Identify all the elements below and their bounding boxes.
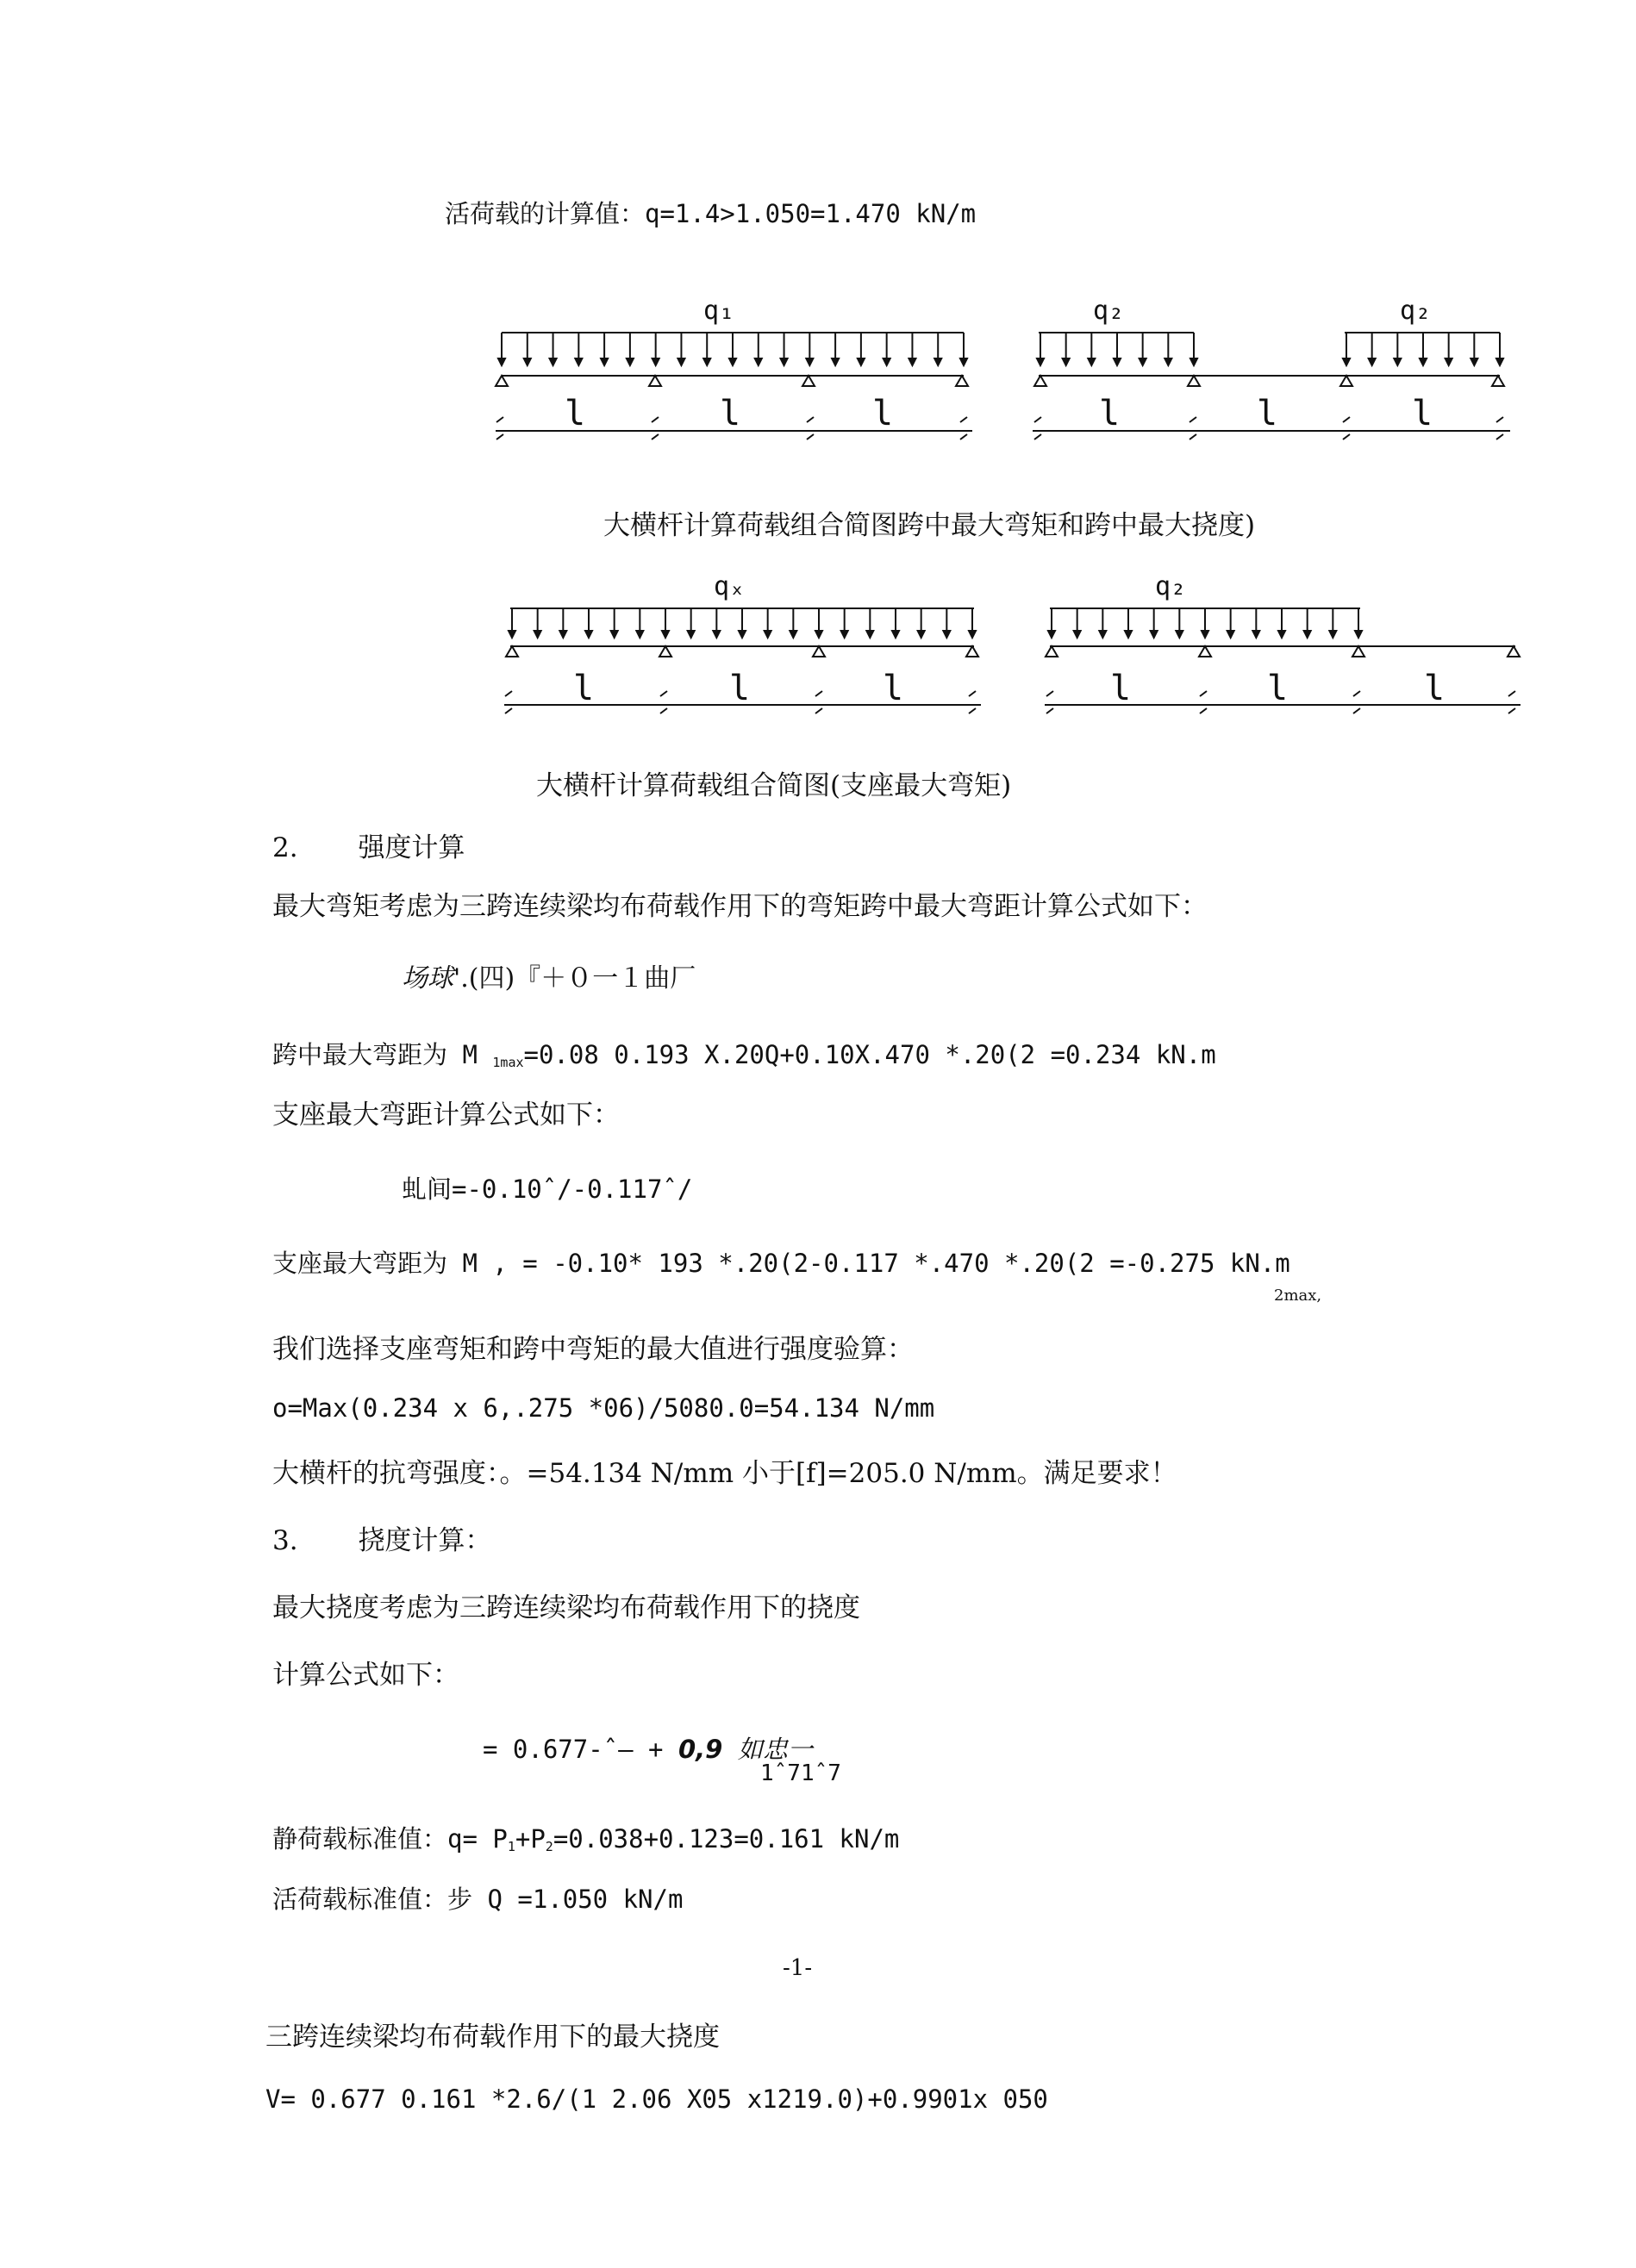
load-arrowhead [498, 358, 505, 365]
load-arrowhead [969, 631, 976, 638]
load-arrowhead [611, 631, 618, 638]
load-arrowhead [1151, 631, 1158, 638]
load-arrowhead [1125, 631, 1132, 638]
load-arrowhead [1114, 358, 1121, 365]
load-arrowhead [636, 631, 643, 638]
span-label: l [872, 394, 894, 433]
load-arrowhead [1252, 631, 1259, 638]
diagram-2-label-a: q₂ [1093, 296, 1125, 326]
support-moment-subscript: 2max, [1274, 1287, 1322, 1305]
load-arrowhead [858, 358, 865, 365]
load-arrowhead [918, 631, 925, 638]
section-number: 3. [272, 1525, 298, 1556]
load-arrowhead [585, 631, 592, 638]
load-arrows-1 [498, 333, 967, 365]
load-arrowhead [1074, 631, 1081, 638]
section-3-heading [272, 1525, 491, 1556]
diagram-4-label: q₂ [1155, 571, 1187, 601]
load-arrowhead [524, 358, 531, 365]
paragraph: 计算公式如下： [272, 1660, 459, 1691]
load-arrowhead [1420, 358, 1427, 365]
load-arrowhead [1037, 358, 1044, 365]
load-arrowhead [841, 631, 848, 638]
load-arrowhead [1140, 358, 1146, 365]
diagram-1-label: q₁ [703, 296, 735, 326]
load-arrowhead [1446, 358, 1452, 365]
load-arrowhead [790, 631, 796, 638]
load-arrowhead [1099, 631, 1106, 638]
load-arrowhead [1343, 358, 1350, 365]
load-arrowhead [1471, 358, 1477, 365]
live-load-std: 活荷载标准值：步 Q =1.050 kN/m [272, 1885, 684, 1914]
span-label: l [1099, 394, 1121, 433]
load-arrowhead [1304, 631, 1311, 638]
load-arrowhead [1369, 358, 1376, 365]
load-arrowhead [765, 631, 771, 638]
load-arrowhead [815, 631, 822, 638]
load-arrowhead [1165, 358, 1171, 365]
load-arrowhead [1190, 358, 1197, 365]
load-arrowhead [1176, 631, 1183, 638]
load-arrowhead [688, 631, 695, 638]
strength-result: 大横杆的抗弯强度：。=54.134 N/mm 小于[f]=205.0 N/mm。满足要求！ [272, 1458, 1177, 1489]
load-diagrams [0, 0, 1636, 776]
load-arrowhead [781, 358, 788, 365]
paragraph: 我们选择支座弯矩和跨中弯矩的最大值进行强度验算： [272, 1334, 914, 1365]
load-arrowhead [739, 631, 746, 638]
load-arrowhead [729, 358, 736, 365]
diagram-3-label: qₓ [714, 571, 746, 601]
sigma-line: o=Max(0.234 x 6,.275 *06)/5080.0=54.134 N/mm [272, 1393, 935, 1423]
load-arrowhead [1202, 631, 1208, 638]
load-arrowhead [1496, 358, 1503, 365]
span-label: l [565, 394, 586, 433]
span-label: l [1412, 394, 1433, 433]
load-arrowhead [884, 358, 890, 365]
garbled-formula: 场球'.(四)『＋０一１曲厂 [402, 963, 696, 994]
caption-2: 大横杆计算荷载组合简图(支座最大弯矩) [536, 770, 1012, 801]
load-arrowhead [934, 358, 941, 365]
paragraph: 支座最大弯距计算公式如下： [272, 1100, 620, 1131]
section-title: 强度计算 [358, 832, 465, 863]
span-label: l [1267, 669, 1289, 708]
load-arrowhead [550, 358, 557, 365]
load-arrowhead [909, 358, 915, 365]
support-moment-line: 支座最大弯距为 M , = -0.10* 193 *.20(2-0.117 *.470 *.20(2 =-0.275 kN.m [272, 1249, 1290, 1278]
load-arrowhead [892, 631, 899, 638]
load-arrowhead [653, 358, 659, 365]
support-formula: 虬间=-0.10ˆ/-0.117ˆ/ [402, 1174, 693, 1204]
load-arrowhead [509, 631, 515, 638]
dead-load-std: 静荷载标准值：$q= P_1+P_2=0.038+0.123=0.161$ kN/m [272, 1824, 900, 1854]
load-arrowhead [627, 358, 634, 365]
span-label: l [1424, 669, 1446, 708]
page-number: -1- [783, 1955, 813, 1981]
span-moment-line: 跨中最大弯距为 M $_{1max}$=0.08 0.193 X.20Q+0.10X.470 *.20(2 =0.234 kN.m [272, 1040, 1216, 1070]
max-deflection-title: 三跨连续梁均布荷载作用下的最大挠度 [265, 2022, 720, 2053]
load-arrowhead [703, 358, 710, 365]
span-label: l [1257, 394, 1278, 433]
load-arrowhead [559, 631, 566, 638]
load-arrowhead [1329, 631, 1336, 638]
load-arrowhead [662, 631, 669, 638]
span-label: l [883, 669, 904, 708]
load-arrowhead [832, 358, 839, 365]
load-arrowhead [1063, 358, 1070, 365]
load-arrowhead [755, 358, 762, 365]
span-label: l [729, 669, 751, 708]
paragraph: 最大挠度考虑为三跨连续梁均布荷载作用下的挠度 [272, 1592, 860, 1623]
span-label: l [720, 394, 741, 433]
section-title: 挠度计算： [358, 1525, 492, 1556]
v-line: V= 0.677 0.161 *2.6/(1 2.06 X05 x1219.0)+0.9901x 050 [265, 2084, 1048, 2114]
load-arrowhead [806, 358, 813, 365]
supports-1 [496, 376, 968, 386]
load-arrowhead [943, 631, 950, 638]
caption-1: 大横杆计算荷载组合简图跨中最大弯矩和跨中最大挠度) [603, 510, 1256, 541]
load-arrowhead [1048, 631, 1055, 638]
live-load-calc: 活荷载的计算值：q=1.4>1.050=1.470 kN/m [445, 199, 977, 228]
load-arrowhead [601, 358, 608, 365]
load-arrowhead [866, 631, 873, 638]
load-arrowhead [678, 358, 684, 365]
span-label: l [1110, 669, 1132, 708]
section-2-heading [272, 832, 465, 863]
load-arrowhead [713, 631, 720, 638]
load-arrowhead [534, 631, 541, 638]
load-arrowhead [960, 358, 967, 365]
load-arrowhead [1088, 358, 1095, 365]
load-arrowhead [575, 358, 582, 365]
load-arrowhead [1227, 631, 1234, 638]
load-arrowhead [1394, 358, 1401, 365]
load-arrowhead [1355, 631, 1362, 638]
load-arrowhead [1278, 631, 1285, 638]
span-label: l [573, 669, 595, 708]
diagram-2-label-b: q₂ [1400, 296, 1432, 326]
deflection-formula-denominator: 1ˆ71ˆ7 [760, 1760, 841, 1786]
section-number: 2. [272, 832, 298, 863]
deflection-formula: = 0.677-ˆ— + 0,9 如忠一 [483, 1735, 813, 1764]
paragraph: 最大弯矩考虑为三跨连续梁均布荷载作用下的弯矩跨中最大弯距计算公式如下： [272, 891, 1208, 922]
